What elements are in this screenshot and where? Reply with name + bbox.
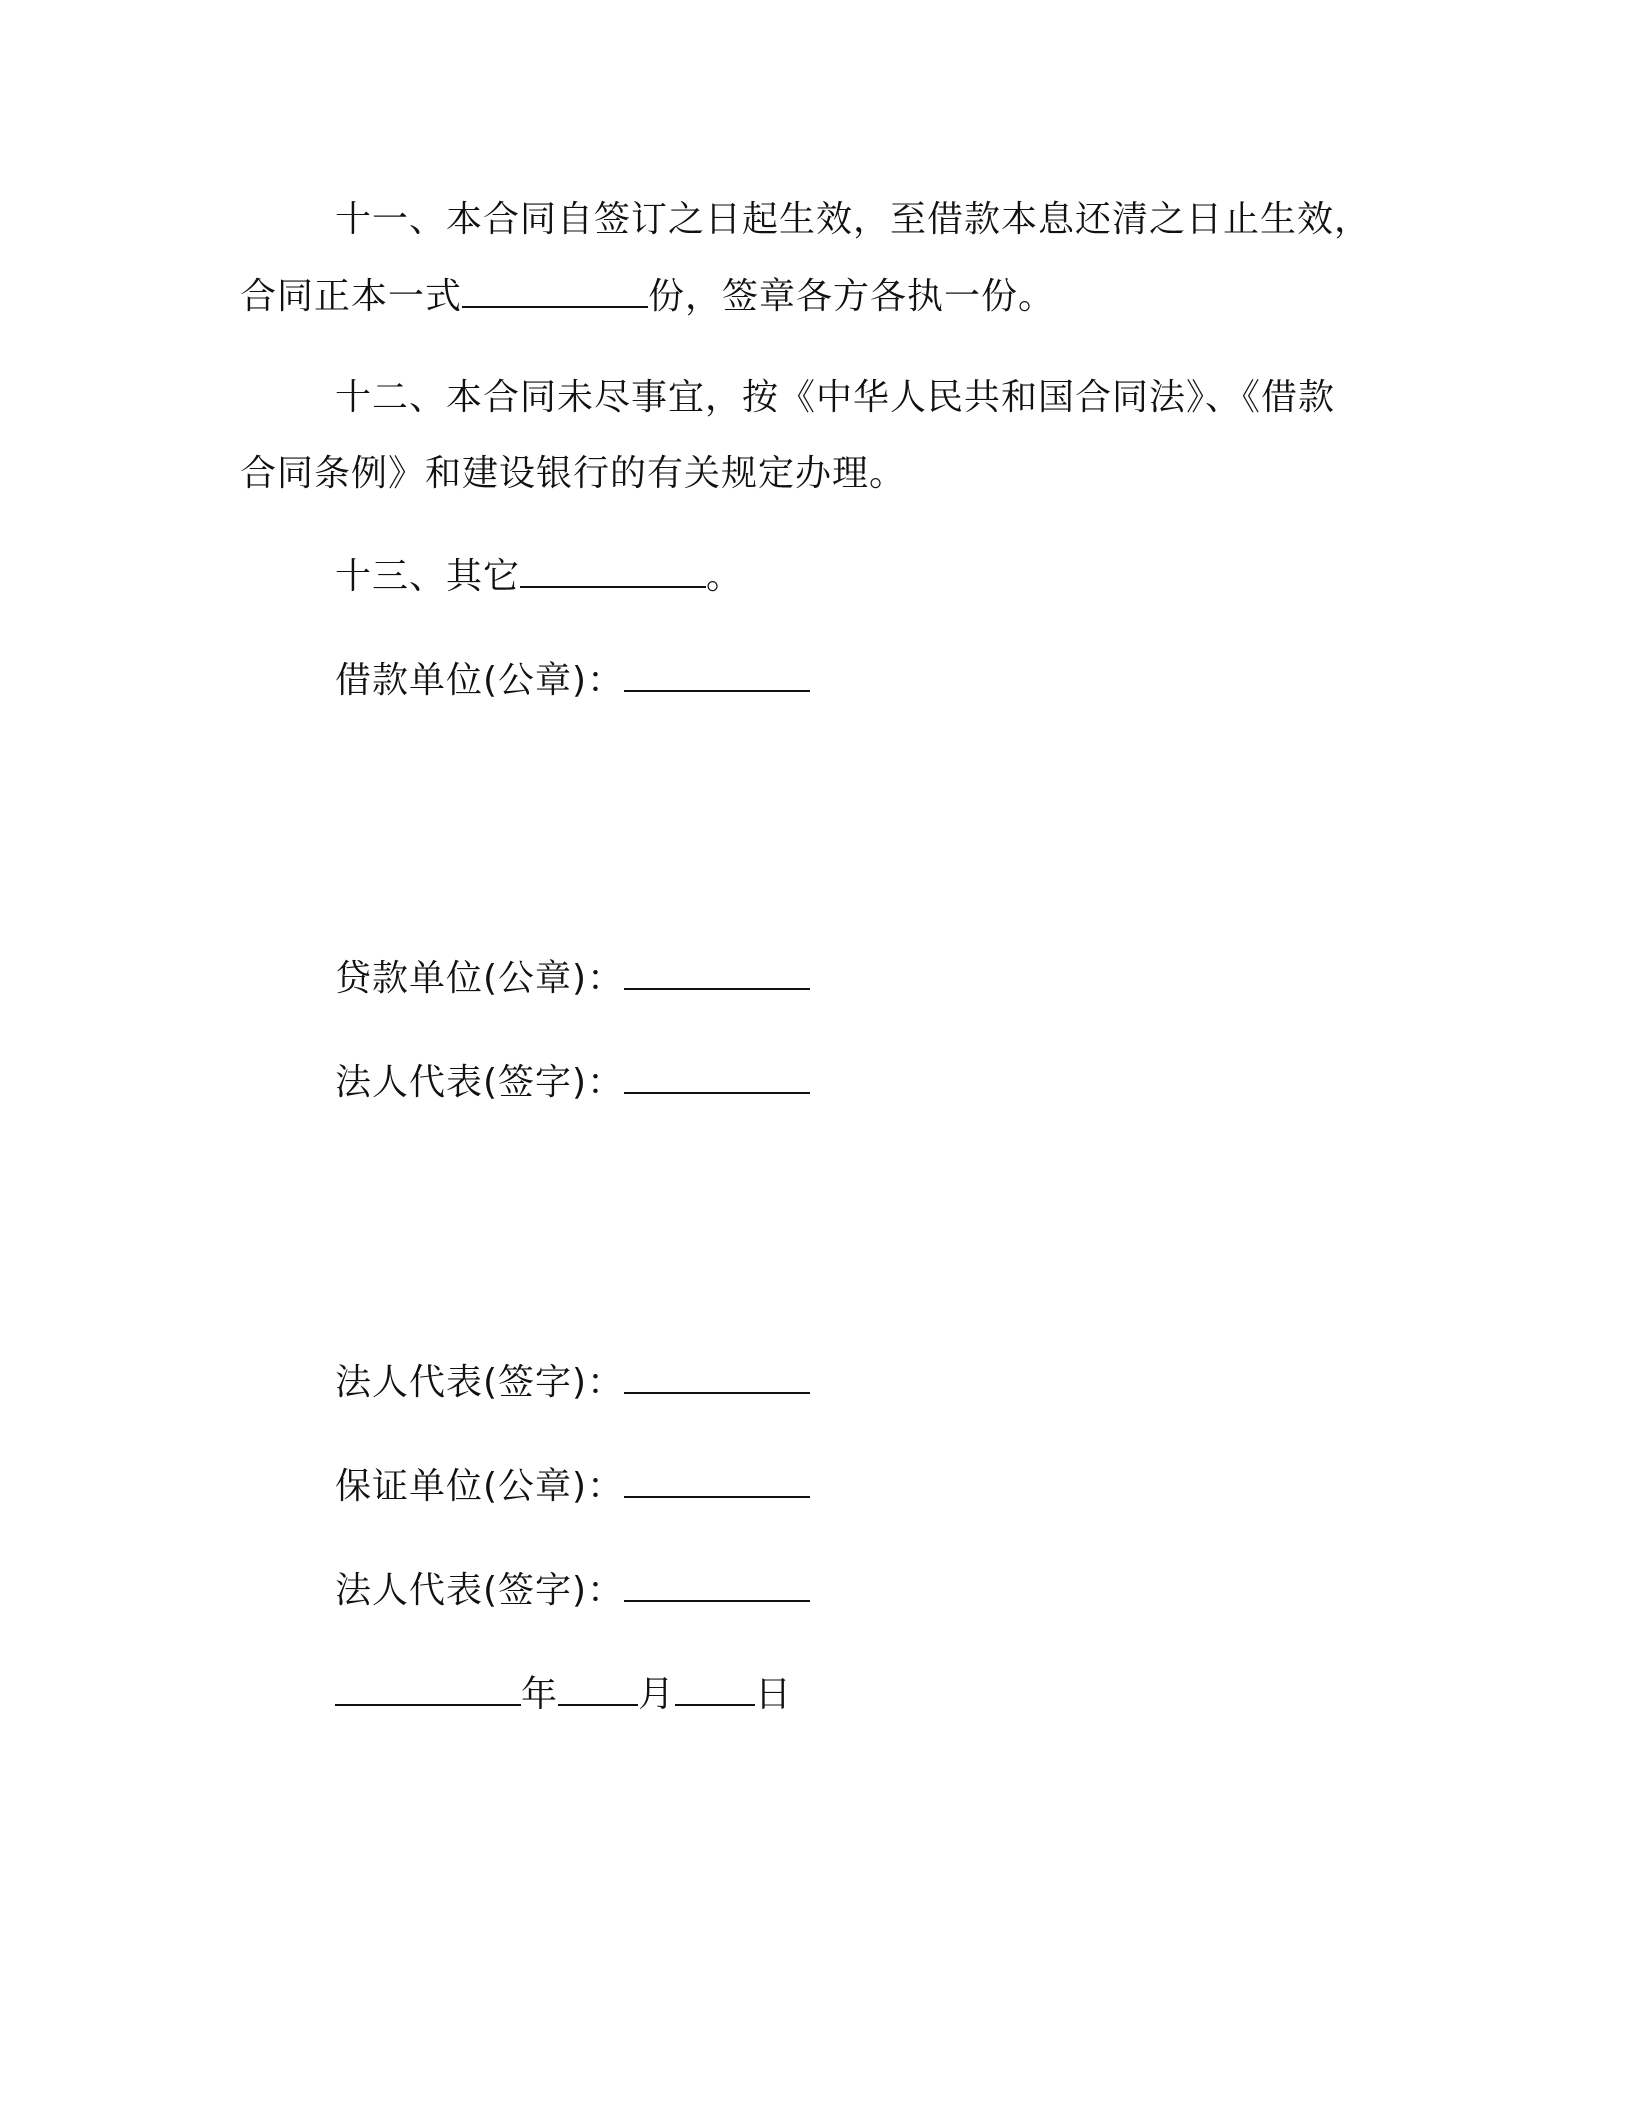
legal-rep-blank-1 [624, 1058, 810, 1094]
clause-12-text: 十二、本合同未尽事宜，按《中华人民共和国合同法》、《借款 [335, 377, 1336, 418]
clause-13-suffix: 。 [706, 556, 744, 597]
clause-12-line-1 [335, 374, 1335, 422]
clause-12-line-2 [240, 450, 906, 498]
date-line [335, 1670, 792, 1719]
lender-seal-blank [624, 954, 810, 990]
clause-13 [335, 552, 743, 601]
other-blank [520, 552, 706, 588]
legal-rep-label-1: 法人代表(签字)： [335, 1062, 625, 1103]
clause-11-suffix: 份，签章各方各执一份。 [648, 276, 1056, 317]
lender-seal-label: 贷款单位(公章)： [335, 958, 625, 999]
guarantor-seal-label: 保证单位(公章)： [335, 1466, 625, 1507]
clause-11-line-1 [335, 196, 1371, 244]
year-label: 年 [521, 1674, 559, 1715]
legal-rep-line-3 [335, 1566, 810, 1615]
day-label: 日 [755, 1674, 793, 1715]
borrower-seal-line [335, 656, 810, 705]
clause-11-prefix: 合同正本一式 [240, 276, 463, 317]
year-blank [335, 1670, 521, 1706]
clause-11-text: 十一、本合同自签订之日起生效，至借款本息还清之日止生效， [335, 199, 1372, 240]
borrower-seal-label: 借款单位(公章)： [335, 660, 625, 701]
legal-rep-blank-3 [624, 1566, 810, 1602]
clause-12-text-cont: 合同条例》和建设银行的有关规定办理。 [240, 453, 907, 494]
day-blank [675, 1670, 755, 1706]
copies-blank [462, 272, 648, 308]
legal-rep-line-1 [335, 1058, 810, 1107]
guarantor-seal-blank [624, 1462, 810, 1498]
clause-11-line-2 [240, 272, 1055, 321]
month-blank [558, 1670, 638, 1706]
lender-seal-line [335, 954, 810, 1003]
legal-rep-label-2: 法人代表(签字)： [335, 1362, 625, 1403]
legal-rep-blank-2 [624, 1358, 810, 1394]
legal-rep-label-3: 法人代表(签字)： [335, 1570, 625, 1611]
borrower-seal-blank [624, 656, 810, 692]
guarantor-seal-line [335, 1462, 810, 1511]
legal-rep-line-2 [335, 1358, 810, 1407]
clause-13-prefix: 十三、其它 [335, 556, 521, 597]
month-label: 月 [638, 1674, 676, 1715]
